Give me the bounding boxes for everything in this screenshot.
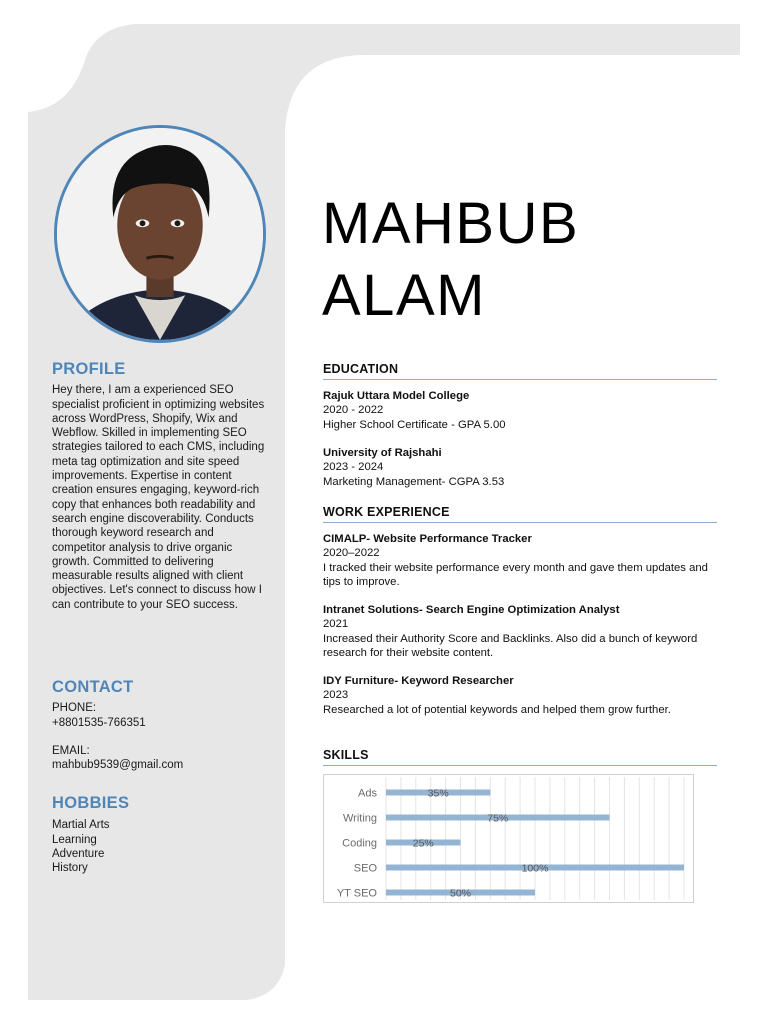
data-label: 35% xyxy=(427,787,449,800)
category-label: Writing xyxy=(342,812,377,825)
profile-photo-icon xyxy=(57,128,263,340)
category-label: YT SEO xyxy=(336,887,377,900)
education-entry xyxy=(323,389,723,432)
skills-chart-svg xyxy=(324,775,693,902)
education-detail: Marketing Management- CGPA 3.53 xyxy=(323,475,505,488)
work-years: 2023 xyxy=(323,689,349,702)
education-years: 2023 - 2024 xyxy=(323,461,384,474)
work-entry xyxy=(323,674,723,717)
hobby-item: Learning xyxy=(52,833,97,846)
work-title: Intranet Solutions- Search Engine Optimization Analyst xyxy=(323,604,620,616)
work-title: IDY Furniture- Keyword Researcher xyxy=(323,675,514,687)
profile-section xyxy=(52,362,267,612)
work-heading: WORK EXPERIENCE xyxy=(323,505,717,523)
work-entry xyxy=(323,603,723,661)
work-description: I tracked their website performance every month and gave them updates and tips to improve. xyxy=(323,561,708,589)
phone-value: +8801535-766351 xyxy=(52,716,146,729)
category-label: Ads xyxy=(358,787,377,800)
profile-photo xyxy=(54,125,266,343)
phone-label: PHONE: xyxy=(52,702,97,715)
hobby-item: History xyxy=(52,862,88,875)
contact-heading: CONTACT xyxy=(52,678,134,696)
email-label: EMAIL: xyxy=(52,744,90,757)
work-description: Increased their Authority Score and Backlinks. Also did a bunch of keyword research for their website content. xyxy=(323,632,698,660)
skills-heading: SKILLS xyxy=(323,748,717,766)
data-label: 25% xyxy=(412,837,434,850)
email-value: mahbub9539@gmail.com xyxy=(52,759,184,772)
data-label: 75% xyxy=(487,812,509,825)
data-label: 100% xyxy=(521,862,549,875)
education-school: Rajuk Uttara Model College xyxy=(323,390,470,402)
hobbies-heading: HOBBIES xyxy=(52,794,130,812)
candidate-name xyxy=(322,188,579,332)
skills-chart xyxy=(323,774,694,903)
profile-heading: PROFILE xyxy=(52,360,126,378)
hobbies-section xyxy=(52,796,267,875)
work-title: CIMALP- Website Performance Tracker xyxy=(323,533,532,545)
category-label: Coding xyxy=(342,837,377,850)
first-name: MAHBUB xyxy=(322,191,580,256)
work-years: 2021 xyxy=(323,618,349,631)
last-name: ALAM xyxy=(322,263,486,328)
education-school: University of Rajshahi xyxy=(323,447,442,459)
hobby-item: Adventure xyxy=(52,847,105,860)
education-entry xyxy=(323,446,723,489)
work-years: 2020–2022 xyxy=(323,547,380,560)
education-detail: Higher School Certificate - GPA 5.00 xyxy=(323,418,506,431)
work-description: Researched a lot of potential keywords and helped them grow further. xyxy=(323,703,671,716)
education-heading: EDUCATION xyxy=(323,362,717,380)
work-entry xyxy=(323,532,723,590)
data-label: 50% xyxy=(449,887,472,900)
profile-text: Hey there, I am a experienced SEO specialist proficient in optimizing websites across WordPress, Shopify, Wix and Webflow. Skilled in implementing SEO strategies tailored to each CMS, including meta tag optimization and site speed improvements. Expertise in content creation ensures engaging, keyword-rich copy that enhances both readability and search engine discoverability. Conducts thorough keyword research and competitor analysis to drive organic growth. Committed to delivering measurable results aligned with client objectives. Let's connect to discuss how I can contribute to your SEO success. xyxy=(52,384,265,611)
contact-section xyxy=(52,680,267,772)
hobby-item: Martial Arts xyxy=(52,819,110,832)
education-years: 2020 - 2022 xyxy=(323,404,384,417)
category-label: SEO xyxy=(353,862,377,875)
